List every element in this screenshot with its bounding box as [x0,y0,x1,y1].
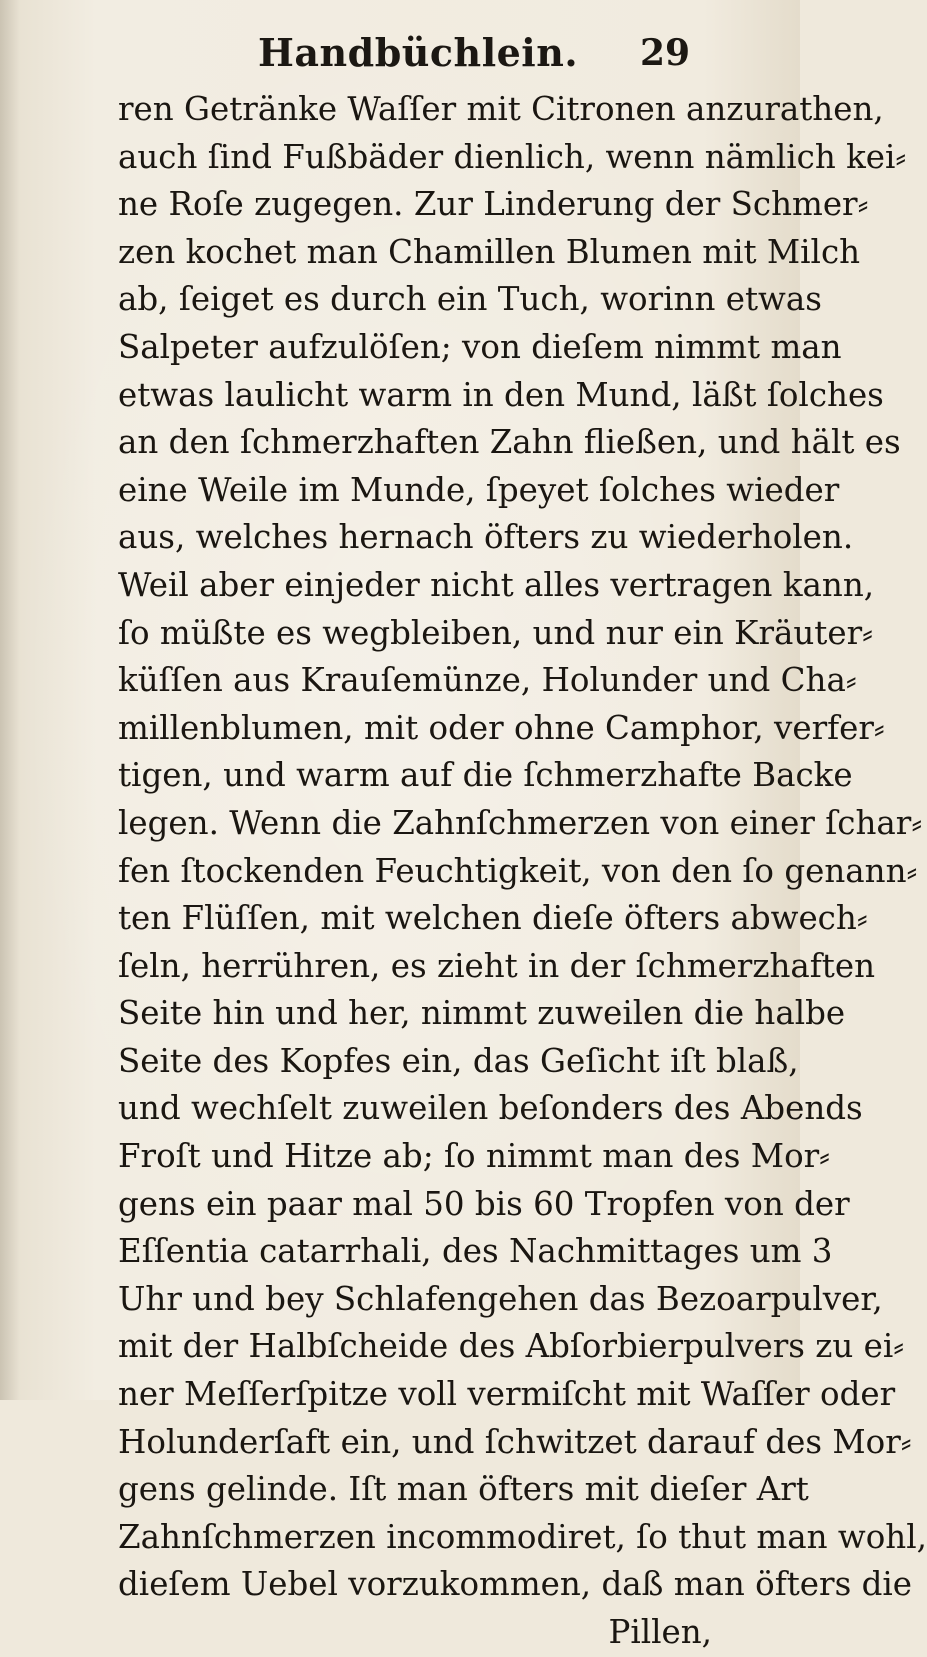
text-line: legen. Wenn die Zahnſchmerzen von einer ſchar⸗ [118,803,923,842]
body-text [118,86,927,1657]
text-line: gens ein paar mal 50 bis 60 Tropfen von der [118,1184,850,1223]
running-title: Handbüchlein. [258,30,579,75]
text-line: Salpeter aufzulöſen; von dieſem nimmt man [118,327,842,366]
text-line: Seite des Kopfes ein, das Geſicht iſt blaß, [118,1041,799,1080]
text-line: etwas laulicht warm in den Mund, läßt ſolches [118,375,884,414]
text-line: küſſen aus Krauſemünze, Holunder und Cha⸗ [118,661,857,700]
text-line: ne Roſe zugegen. Zur Linderung der Schmer⸗ [118,185,869,224]
text-line: dieſem Uebel vorzukommen, daß man öfters die [118,1565,913,1604]
text-line: gens gelinde. Iſt man öfters mit dieſer Art [118,1470,809,1509]
page-gutter-shadow [0,0,20,1400]
text-line: mit der Halbſcheide des Abſorbierpulvers zu ei⸗ [118,1327,905,1366]
text-line: Froſt und Hitze ab; ſo nimmt man des Mor⸗ [118,1137,831,1176]
text-line: millenblumen, mit oder ohne Camphor, verfer⸗ [118,708,885,747]
text-line: zen kochet man Chamillen Blumen mit Milch [118,232,861,271]
text-line: ſo müßte es wegbleiben, und nur ein Kräuter⸗ [118,613,873,652]
catchword: Pillen, [608,1613,712,1651]
text-line: auch ſind Fußbäder dienlich, wenn nämlich kei⸗ [118,137,907,176]
text-line: Weil aber einjeder nicht alles vertragen kann, [118,565,875,604]
text-line: tigen, und warm auf die ſchmerzhafte Backe [118,756,853,795]
text-line: Seite hin und her, nimmt zuweilen die halbe [118,994,846,1033]
text-line: aus, welches hernach öfters zu wiederholen. [118,518,854,557]
page-number: 29 [640,32,691,74]
text-line: ner Meſſerſpitze voll vermiſcht mit Waſſer oder [118,1375,896,1414]
text-line: Eſſentia catarrhali, des Nachmittages um 3 [118,1232,833,1271]
text-line: an den ſchmerzhaften Zahn fließen, und hält es [118,423,901,462]
text-line: Zahnſchmerzen incommodiret, ſo thut man wohl, [118,1517,927,1556]
text-line: fen ſtockenden Feuchtigkeit, von den ſo genann⸗ [118,851,918,890]
text-line: Uhr und bey Schlafengehen das Bezoarpulver, [118,1279,883,1318]
text-line: ab, ſeiget es durch ein Tuch, worinn etwas [118,280,822,319]
page-header [0,18,800,78]
text-line: und wechſelt zuweilen beſonders des Abends [118,1089,863,1128]
text-line: eine Weile im Munde, ſpeyet ſolches wieder [118,470,840,509]
text-line: ſeln, herrühren, es zieht in der ſchmerzhaften [118,946,876,985]
text-line: ten Flüſſen, mit welchen dieſe öfters abwech⸗ [118,899,868,938]
text-line: Holunderſaft ein, und ſchwitzet darauf des Mor⸗ [118,1422,912,1461]
text-line: ren Getränke Waſſer mit Citronen anzurathen, [118,90,884,128]
